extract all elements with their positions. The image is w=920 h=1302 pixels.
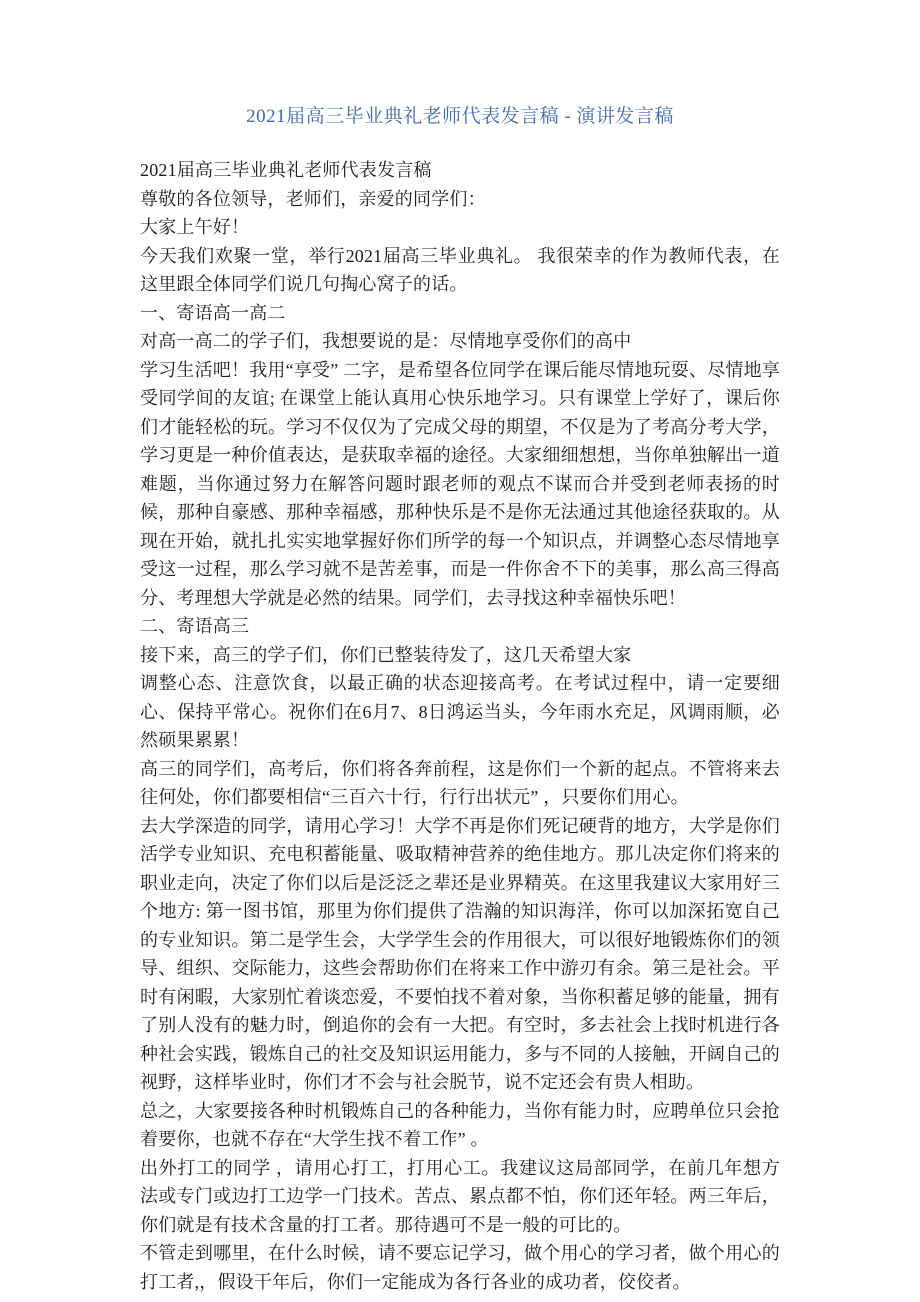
- intro-paragraph: 今天我们欢聚一堂，举行2021届高三毕业典礼。 我很荣幸的作为教师代表，在这里跟全体同学们说几句掏心窝子的话。: [140, 245, 780, 294]
- document-title: 2021届高三毕业典礼老师代表发言稿 - 演讲发言稿: [246, 106, 674, 127]
- greeting-line: 大家上午好！: [140, 217, 250, 237]
- salutation-line: 尊敬的各位领导，老师们，亲爱的同学们：: [140, 188, 486, 209]
- section-heading-2: 二、寄语高三: [140, 616, 250, 636]
- section1-lead-line: 对高一高二的学子们，我想要说的是：尽情地享受你们的高中: [140, 331, 632, 351]
- section2-paragraph-work: 出外打工的同学 ，请用心打工，打用心工。我建议这局部同学，在前几年想方法或专门或边打工边学一门技术。苦点、累点都不怕，你们还年轻。两三年后，你们就是有技术含量的打工者。那待遇可不是一般的可比的。: [140, 1157, 780, 1235]
- section-heading-1: 一、寄语高一高二: [140, 302, 286, 323]
- section2-lead-line: 接下来，高三的学子们，你们已整装待发了，这几天希望大家: [140, 644, 632, 665]
- closing-paragraph: 不管走到哪里，在什么时候，请不要忘记学习，做个用心的学习者，做个用心的打工者,，假设干年后，你们一定能成为各行各业的成功者，佼佼者。: [140, 1243, 780, 1292]
- section2-paragraph-exam: 调整心态、注意饮食，以最正确的状态迎接高考。在考试过程中，请一定要细心、保持平常心。祝你们在6月7、8日鸿运当头，今年雨水充足，风调雨顺，必然硕果累累！: [140, 673, 780, 750]
- section2-paragraph-future: 高三的同学们，高考后，你们将各奔前程，这是你们一个新的起点。不管将来去往何处，你们都要相信“三百六十行，行行出状元” ，只要你们用心。: [140, 758, 780, 807]
- doc-heading-line: 2021届高三毕业典礼老师代表发言稿: [140, 160, 432, 180]
- document-body: [140, 156, 780, 1296]
- section2-paragraph-summary: 总之，大家要接各种时机锻炼自己的各种能力，当你有能力时，应聘单位只会抢着要你，也就不存在“大学生找不着工作” 。: [140, 1100, 780, 1149]
- section1-paragraph: 学习生活吧！我用“享受” 二字，是希望各位同学在课后能尽情地玩耍、尽情地享受同学间的友谊; 在课堂上能认真用心快乐地学习。只有课堂上学好了，课后你们才能轻松的玩。学习不仅仅为了完成父母的期望，不仅是为了考高分考大学，学习更是一种价值表达，是获取幸福的途径。大家细细想想，当你单独解出一道难题，当你通过努力在解答问题时跟老师的观点不谋而合并受到老师表扬的时候，那种自豪感、那种幸福感，那种快乐是不是你无法通过其他途径获取的。从现在开始，就扎扎实实地掌握好你们所学的每一个知识点，并调整心态尽情地享受这一过程，那么学习就不是苦差事，而是一件你舍不下的美事，那么高三得高分、考理想大学就是必然的结果。同学们，去寻找这种幸福快乐吧！: [140, 359, 780, 608]
- section2-paragraph-university: 去大学深造的同学，请用心学习！大学不再是你们死记硬背的地方，大学是你们活学专业知识、充电积蓄能量、吸取精神营养的绝佳地方。那儿决定你们将来的职业走向，决定了你们以后是泛泛之辈还是业界精英。在这里我建议大家用好三个地方: 第一图书馆，那里为你们提供了浩瀚的知识海洋，你可以加深拓宽自己的专业知识。第二是学生会，大学学生会的作用很大，可以很好地锻炼你们的领导、组织、交际能力，这些会帮助你们在将来工作中游刃有余。第三是社会。平时有闲暇，大家别忙着谈恋爱，不要怕找不着对象，当你积蓄足够的能量，拥有了别人没有的魅力时，倒追你的会有一大把。有空时，多去社会上找时机进行各种社会实践，锻炼自己的社交及知识运用能力，多与不同的人接触，开阔自己的视野，这样毕业时，你们才不会与社会脱节，说不定还会有贵人相助。: [140, 815, 780, 1092]
